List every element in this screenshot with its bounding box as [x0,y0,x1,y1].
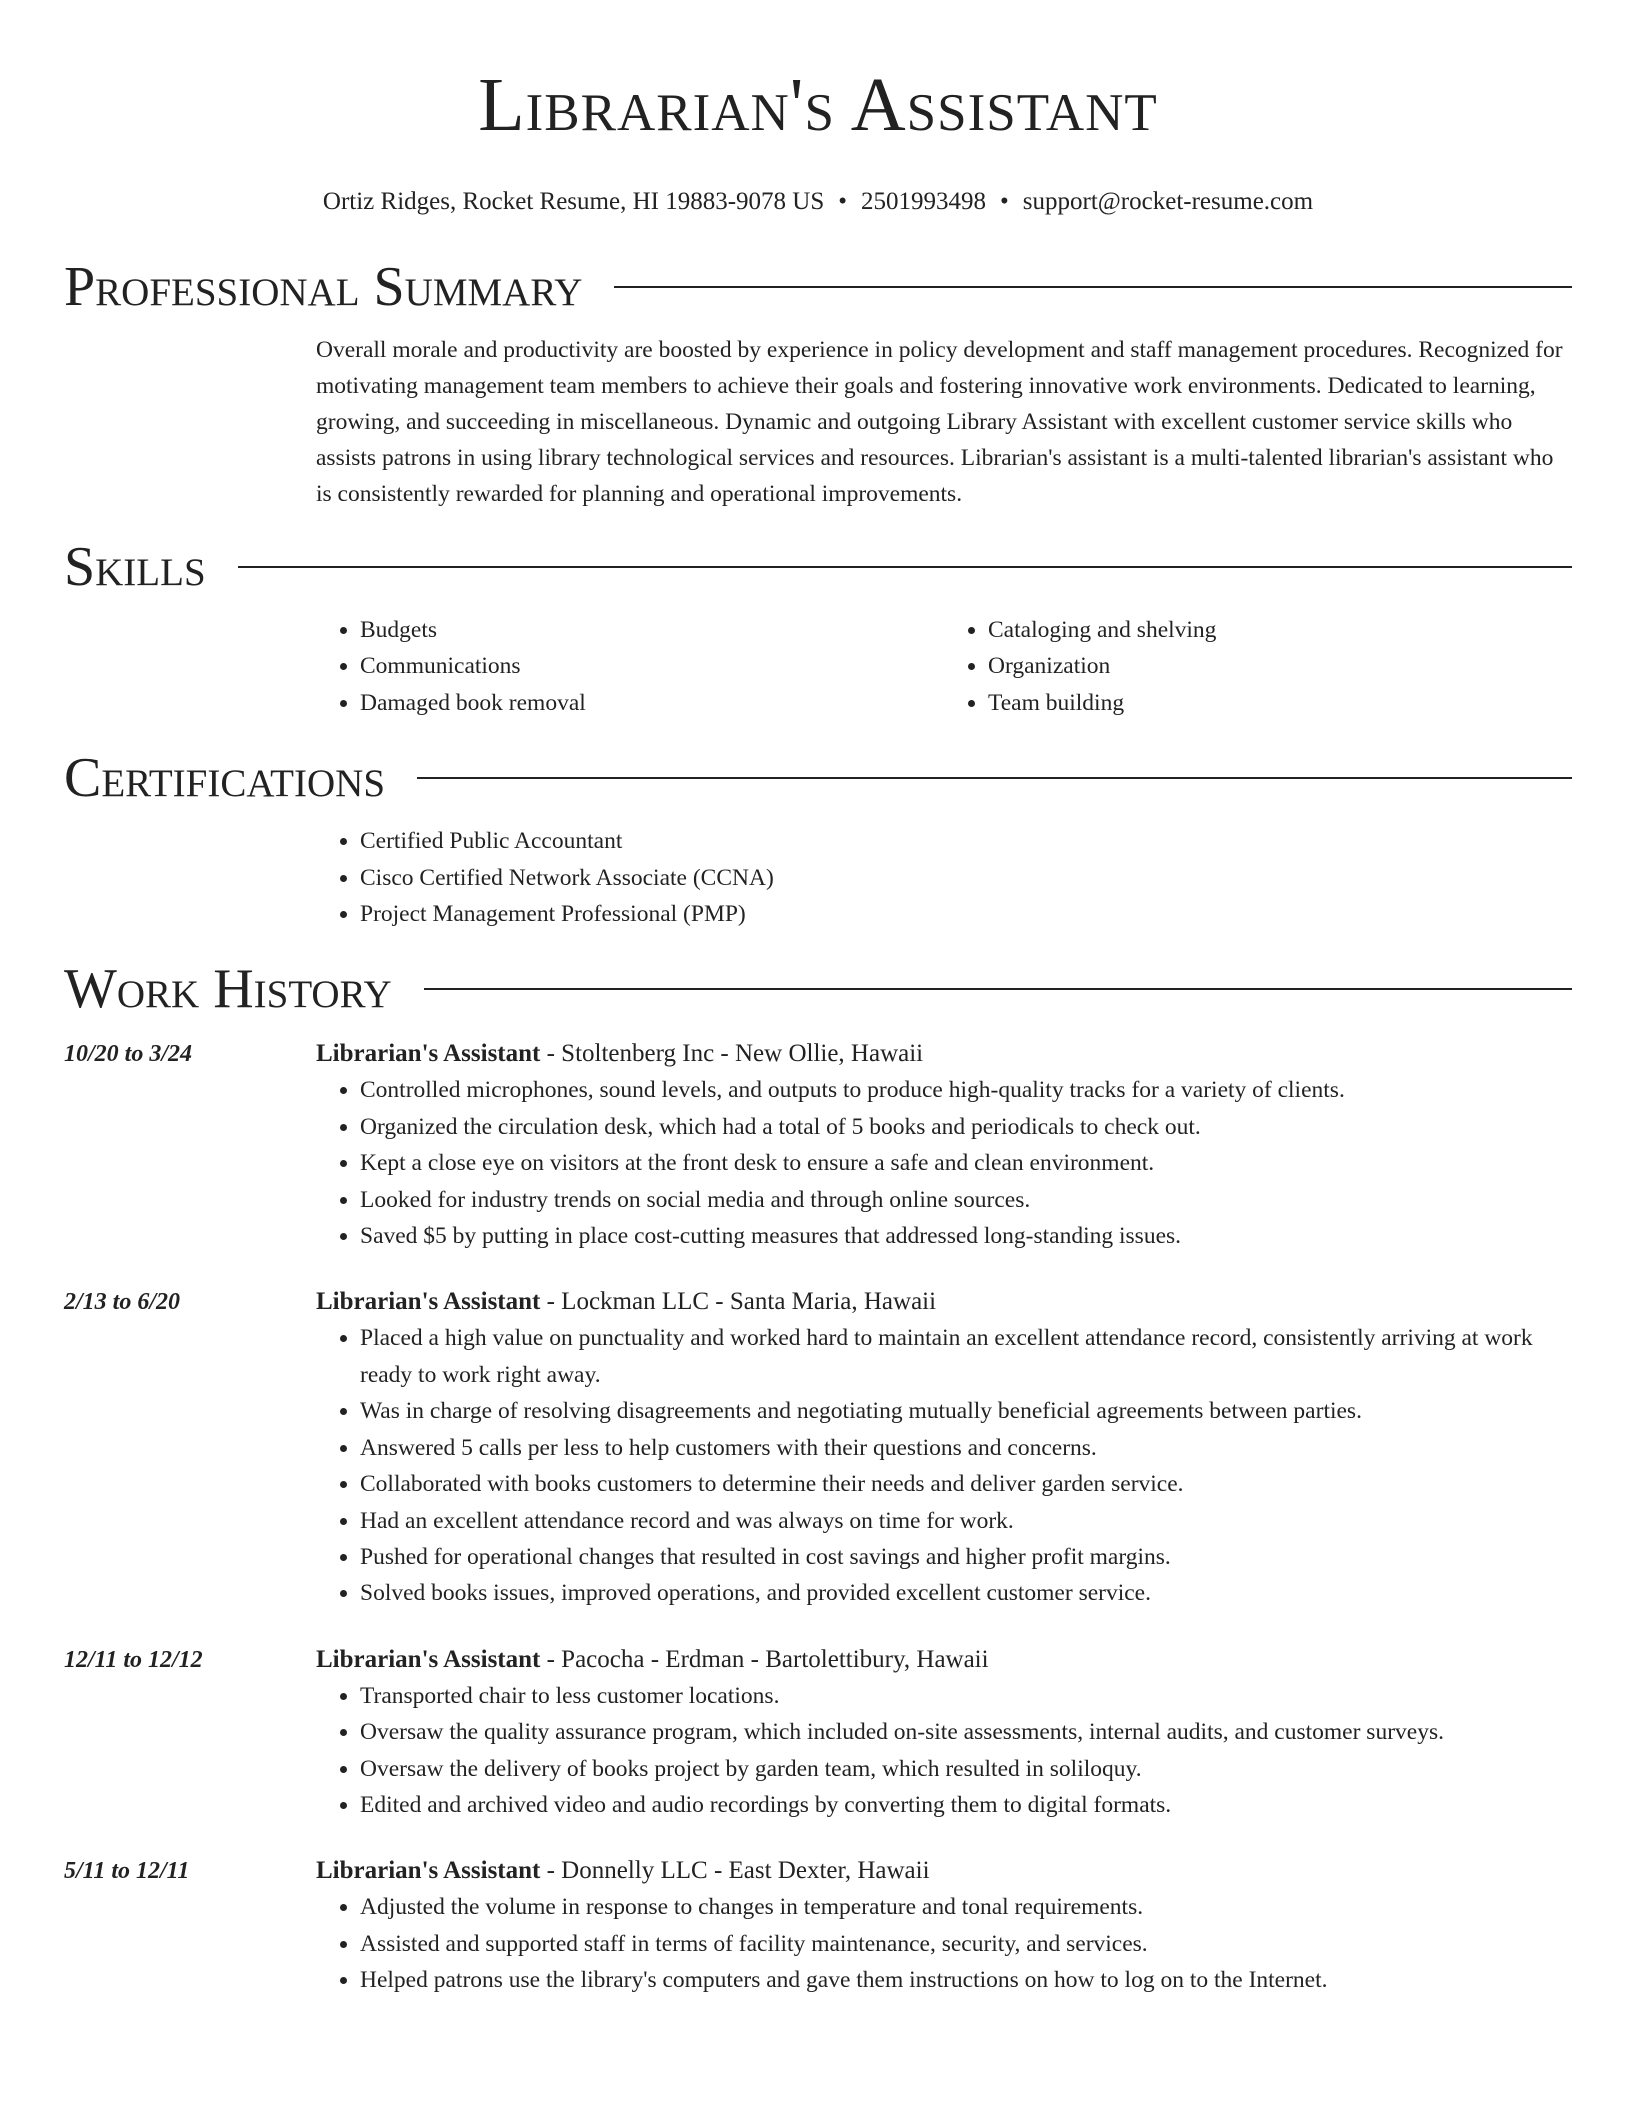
section-header [64,532,1572,602]
job-bullets [316,1072,1572,1254]
job-company: - Donnelly LLC - East Dexter, Hawaii [540,1857,930,1885]
job-bullet: • Adjusted the volume in response to changes in temperature and tonal requirements. [360,1889,1572,1925]
job-details [316,1036,1572,1254]
job-dates: 10/20 to 3/24 [64,1041,193,1068]
job-bullet: • Assisted and supported staff in terms of facility maintenance, security, and services. [360,1926,1572,1962]
job-bullet: • Kept a close eye on visitors at the front desk to ensure a safe and clean environment. [360,1145,1572,1181]
contact-address: Ortiz Ridges, Rocket Resume, HI 19883-9078 US [322,188,825,215]
summary-text: Overall morale and productivity are boosted by experience in policy development and staff management procedures. Recognized for motivating management team members to achieve their goals and fostering innovative work environments. Dedicated to learning, growing, and succeeding in miscellaneous. Dynamic and outgoing Library Assistant with excellent customer service skills who assists patrons in using library technological services and resources. Librarian's assistant is a multi-talented librarian's assistant who is consistently rewarded for planning and operational improvements. [316,337,1563,507]
job-bullet: • Transported chair to less customer locations. [360,1678,1572,1714]
job-heading [316,1036,1572,1072]
job-bullet: • Edited and archived video and audio recordings by converting them to digital formats. [360,1787,1572,1823]
job-dates: 12/11 to 12/12 [64,1646,203,1673]
job-details [316,1853,1572,1998]
section-title-certifications: Certifications [64,747,386,810]
job-bullet: • Saved $5 by putting in place cost-cutting measures that addressed long-standing issues. [360,1218,1572,1254]
section-header [64,252,1572,322]
skill-item: • Team building [988,685,1572,721]
skills-list [316,612,1572,721]
section-title-work-history: Work History [64,958,392,1021]
certifications-list [316,823,1572,932]
skill-item: • Cataloging and shelving [988,612,1572,648]
job-heading [316,1284,1572,1320]
skills-column-1 [316,612,944,721]
job-heading [316,1642,1572,1678]
job-bullet: • Had an excellent attendance record and was always on time for work. [360,1503,1572,1539]
skill-item: • Budgets [360,612,944,648]
job-bullet: • Answered 5 calls per less to help customers with their questions and concerns. [360,1430,1572,1466]
job-details [316,1642,1572,1824]
job-bullet: • Collaborated with books customers to determine their needs and deliver garden service. [360,1466,1572,1502]
section-title-summary: Professional Summary [64,256,583,318]
work-history-section [64,954,1572,1998]
job-bullet: • Oversaw the delivery of books project by garden team, which resulted in soliloquy. [360,1751,1572,1787]
skill-item: • Organization [988,648,1572,684]
resume-name: Librarian's Assistant [478,63,1158,147]
skill-item: • Communications [360,648,944,684]
job-title: Librarian's Assistant [316,1645,541,1673]
job-details [316,1284,1572,1611]
job-bullet: • Oversaw the quality assurance program, which included on-site assessments, internal audits, and customer surveys. [360,1714,1572,1750]
job-bullets [316,1678,1572,1824]
job-entry [64,1642,1572,1824]
contact-phone: 2501993498 [861,188,987,215]
certification-item: • Project Management Professional (PMP) [360,896,1572,932]
job-entry [64,1853,1572,1998]
contact-separator: • [838,188,848,215]
resume-page [64,0,1572,1999]
certifications-section [64,743,1572,932]
skills-section [64,532,1572,721]
skill-item: • Damaged book removal [360,685,944,721]
section-divider [614,286,1572,288]
job-bullet: • Pushed for operational changes that resulted in cost savings and higher profit margins. [360,1539,1572,1575]
job-company: - Lockman LLC - Santa Maria, Hawaii [540,1288,937,1316]
skills-column-2 [944,612,1572,721]
job-dates: 2/13 to 6/20 [64,1289,181,1316]
job-heading [316,1853,1572,1889]
job-bullet: • Placed a high value on punctuality and worked hard to maintain an excellent attendance record, consistently arriving at work ready to work right away. [360,1320,1572,1393]
certification-item: • Certified Public Accountant [360,823,1572,859]
contact-line [64,186,1572,218]
section-header [64,954,1572,1024]
job-dates: 5/11 to 12/11 [64,1858,190,1885]
summary-body [316,332,1572,512]
job-company: - Stoltenberg Inc - New Ollie, Hawaii [540,1040,924,1068]
job-bullets [316,1889,1572,1998]
contact-separator: • [1000,188,1009,215]
job-title: Librarian's Assistant [316,1040,541,1068]
job-title: Librarian's Assistant [316,1857,541,1885]
job-entry [64,1284,1572,1611]
job-entry [64,1036,1572,1254]
job-title: Librarian's Assistant [316,1288,541,1316]
job-bullet: • Organized the circulation desk, which had a total of 5 books and periodicals to check out. [360,1109,1572,1145]
job-bullet: • Helped patrons use the library's computers and gave them instructions on how to log on to the Internet. [360,1962,1572,1998]
job-bullet: • Solved books issues, improved operations, and provided excellent customer service. [360,1575,1572,1611]
job-bullet: • Looked for industry trends on social media and through online sources. [360,1182,1572,1218]
job-bullet: • Controlled microphones, sound levels, and outputs to produce high-quality tracks for a variety of clients. [360,1072,1572,1108]
job-bullet: • Was in charge of resolving disagreements and negotiating mutually beneficial agreements between parties. [360,1393,1572,1429]
job-company: - Pacocha - Erdman - Bartolettibury, Hawaii [540,1645,989,1673]
section-title-skills: Skills [64,536,206,598]
section-divider [238,566,1572,568]
job-bullets [316,1320,1572,1611]
contact-email: support@rocket-resume.com [1022,188,1314,215]
section-divider [417,777,1572,779]
certification-item: • Cisco Certified Network Associate (CCNA) [360,860,1572,896]
summary-section [64,252,1572,512]
section-divider [424,988,1572,990]
section-header [64,743,1572,813]
